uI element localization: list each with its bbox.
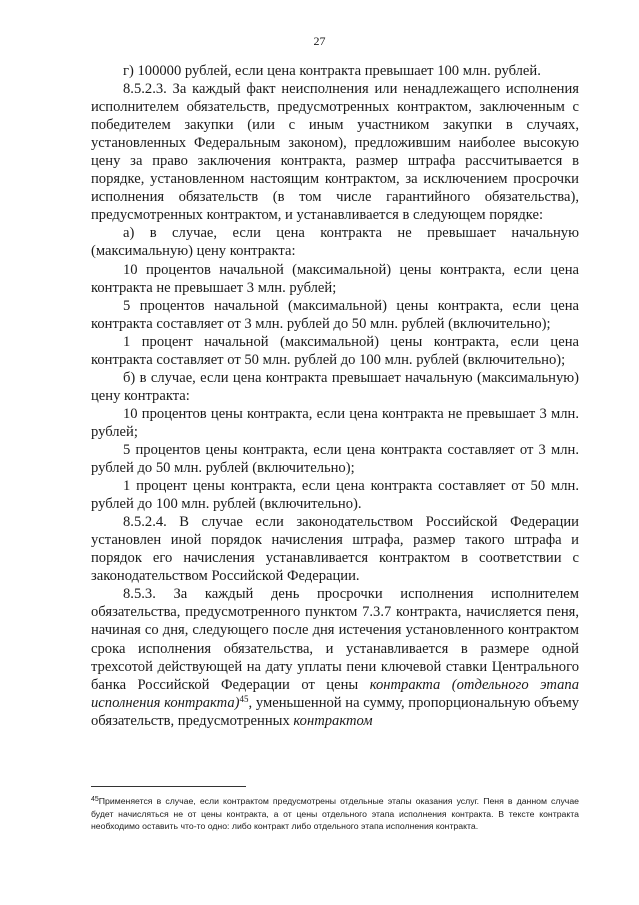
page-number: 27	[313, 34, 326, 48]
paragraph-8-5-3	[91, 585, 579, 729]
paragraph-8-5-2-4: 8.5.2.4. В случае если законодательством Российской Федерации установлен иной порядок начисления штрафа, размер такого штрафа и порядок его начисления устанавливается контрактом в соответствии с законодательством Российской Федерации.	[91, 514, 579, 585]
paragraph-a-1-percent: 1 процент начальной (максимальной) цены контракта, если цена контракта составляет от 50 млн. рублей до 100 млн. рублей (включительно);	[91, 333, 579, 368]
paragraph-8-5-2-3: 8.5.2.3. За каждый факт неисполнения или ненадлежащего исполнения исполнителем обязательств, предусмотренных контрактом, заключенным с победителем закупки (или с иным участником закупки в случаях, установленных Федеральным законом), предложившим наиболее высокую цену за право заключения контракта, размер штрафа рассчитывается в порядке, установленном настоящим контрактом, за исключением просрочки исполнения обязательств (в том числе гарантийного обязательства), предусмотренных контрактом, и устанавливается в следующем порядке:	[91, 81, 579, 224]
paragraph-a-10-percent: 10 процентов начальной (максимальной) цены контракта, если цена контракта не превышает 3 млн. рублей;	[91, 261, 579, 296]
paragraph-a-5-percent: 5 процентов начальной (максимальной) цены контракта, если цена контракта составляет от 3 млн. рублей до 50 млн. рублей (включительно);	[91, 297, 579, 332]
paragraph-b-10-percent: 10 процентов цены контракта, если цена контракта не превышает 3 млн. рублей;	[91, 405, 579, 440]
footnote-text: Применяется в случае, если контрактом предусмотрены отдельные этапы оказания услуг. Пеня в данном случае будет начисляться не от цены контракта, а от цены отдельного этапа исполнения контракта. В тексте контракта необходимо оставить что-то одно: либо контракт либо отдельного этапа исполнения контракта.	[91, 796, 579, 831]
p853-italic-2: контрактом	[293, 712, 373, 729]
footnote-reference[interactable]: 45	[239, 693, 249, 704]
body-text	[91, 62, 579, 730]
paragraph-case-a: а) в случае, если цена контракта не превышает начальную (максимальную) цену контракта:	[91, 225, 579, 260]
p853-text-2: , уменьшенной на сумму, пропорциональную объему обязательств, предусмотренных	[91, 694, 579, 729]
paragraph-sum-100m: г) 100000 рублей, если цена контракта превышает 100 млн. рублей.	[123, 63, 541, 79]
footnote	[91, 795, 579, 833]
paragraph-case-b: б) в случае, если цена контракта превышает начальную (максимальную) цену контракта:	[91, 369, 579, 404]
paragraph-b-5-percent: 5 процентов цены контракта, если цена контракта составляет от 3 млн. рублей до 50 млн. рублей (включительно);	[91, 441, 579, 477]
footnote-divider	[91, 786, 246, 787]
footnote-number: 45	[91, 796, 99, 803]
p853-italic-1: контракта (отдельного этапа исполнения контракта)	[91, 676, 580, 711]
paragraph-b-1-percent: 1 процент цены контракта, если цена контракта составляет от 50 млн. рублей до 100 млн. рублей (включительно).	[91, 478, 579, 513]
p853-text-1: 8.5.3. За каждый день просрочки исполнения исполнителем обязательства, предусмотренного пунктом 7.3.7 контракта, начисляется пеня, начиная со дня, следующего после дня истечения установленного контрактом срока исполнения обязательства, и устанавливается в размере одной трехсотой действующей на дату уплаты пени ключевой ставки Центрального банка Российской Федерации от цены	[91, 586, 579, 693]
